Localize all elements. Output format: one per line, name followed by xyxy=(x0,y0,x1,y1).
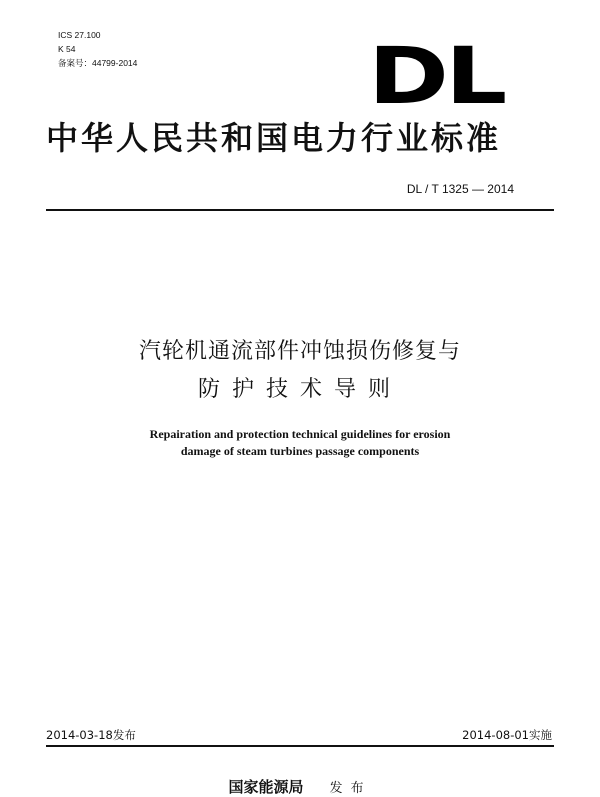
header-meta xyxy=(58,28,137,70)
ics-code: ICS 27.100 xyxy=(58,30,101,40)
title-en-line1: Repairation and protection technical guidelines for erosion xyxy=(149,427,451,441)
title-en-line2: damage of steam turbines passage components xyxy=(180,444,420,458)
org-title: 中华人民共和国电力行业标准 xyxy=(46,119,502,157)
issuer-action: 发布 xyxy=(329,781,372,796)
issuer xyxy=(0,776,600,797)
footer-divider xyxy=(46,745,554,747)
implementation-date: 2014-08-01实施 xyxy=(462,728,552,742)
title-zh-line1: 汽轮机通流部件冲蚀损伤修复与 xyxy=(138,339,461,364)
title-zh-line2: 防护技术导则 xyxy=(197,377,402,402)
record-number: 备案号：44799-2014 xyxy=(58,58,138,68)
header-divider xyxy=(46,209,554,211)
classification-code: K 54 xyxy=(58,44,76,54)
dl-logo: DL xyxy=(368,32,504,122)
standard-number: DL / T 1325 — 2014 xyxy=(406,182,514,196)
issue-date: 2014-03-18发布 xyxy=(46,728,136,742)
title-en xyxy=(0,426,600,460)
issuer-name: 国家能源局 xyxy=(228,778,304,796)
